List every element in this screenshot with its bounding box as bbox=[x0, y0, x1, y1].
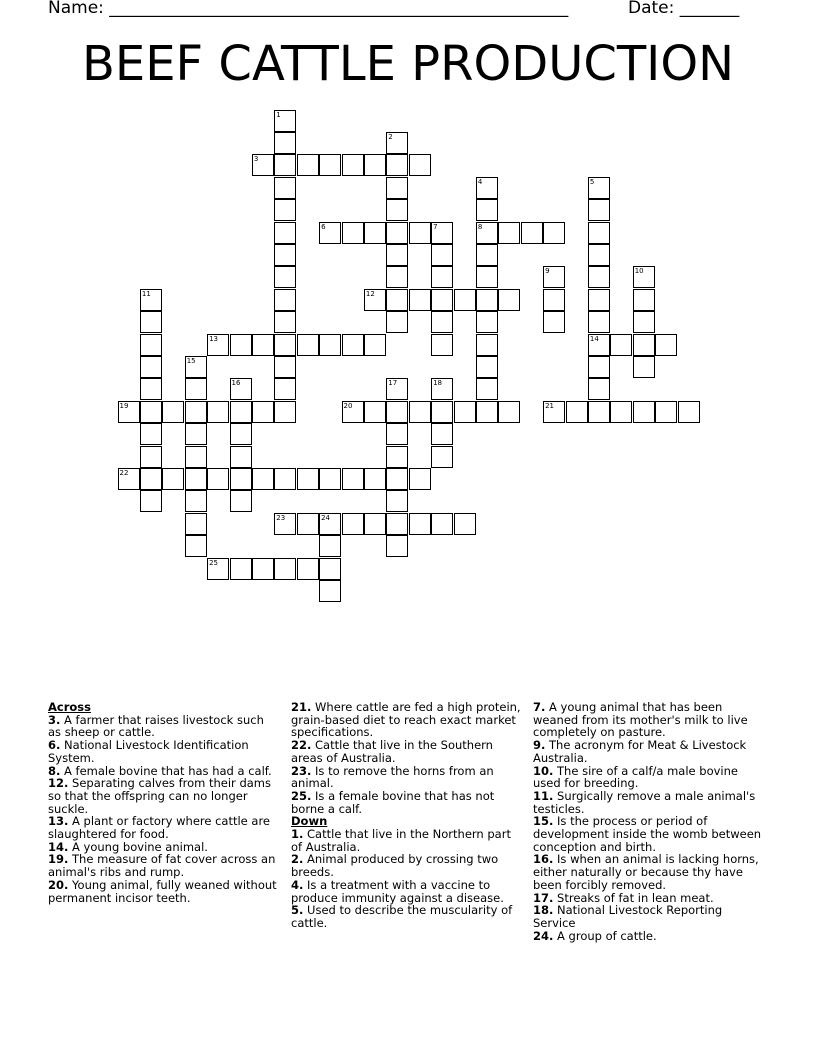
grid-cell[interactable] bbox=[476, 222, 498, 244]
grid-cell[interactable] bbox=[185, 423, 207, 445]
clue-text: Streaks of fat in lean meat. bbox=[553, 890, 714, 905]
clue-text: A young animal that has been weaned from its mother's milk to live completely on pasture. bbox=[533, 700, 748, 740]
grid-cell[interactable] bbox=[140, 423, 162, 445]
grid-cell[interactable] bbox=[431, 222, 453, 244]
clue-number: 1 bbox=[276, 110, 281, 119]
grid-cell[interactable] bbox=[230, 401, 252, 423]
grid-cell[interactable] bbox=[409, 289, 431, 311]
clue-text: The measure of fat cover across an animal's ribs and rump. bbox=[48, 852, 276, 880]
clue-number: 20 bbox=[343, 401, 353, 410]
grid-cell[interactable] bbox=[364, 468, 386, 490]
clue-number: 21 bbox=[545, 401, 555, 410]
clue-number: 24. bbox=[533, 928, 554, 943]
clue-text: Is a female bovine that has not borne a calf. bbox=[291, 788, 495, 816]
grid-cell[interactable] bbox=[588, 334, 610, 356]
grid-cell[interactable] bbox=[274, 356, 296, 378]
grid-cell[interactable] bbox=[633, 334, 655, 356]
grid-cell[interactable] bbox=[185, 490, 207, 512]
grid-cell[interactable] bbox=[633, 401, 655, 423]
grid-cell[interactable] bbox=[476, 244, 498, 266]
clue-number: 10. bbox=[533, 763, 554, 778]
grid-cell[interactable] bbox=[162, 401, 184, 423]
grid-cell[interactable] bbox=[342, 513, 364, 535]
clue-number: 2. bbox=[291, 852, 304, 867]
clue-number: 8 bbox=[477, 222, 483, 231]
grid-cell[interactable] bbox=[476, 356, 498, 378]
grid-cell[interactable] bbox=[230, 468, 252, 490]
down-clue bbox=[533, 853, 765, 891]
clues-column-2 bbox=[291, 701, 523, 930]
grid-cell[interactable] bbox=[274, 401, 296, 423]
grid-cell[interactable] bbox=[342, 401, 364, 423]
grid-cell[interactable] bbox=[207, 334, 229, 356]
grid-cell[interactable] bbox=[543, 401, 565, 423]
grid-cell[interactable] bbox=[140, 334, 162, 356]
clue-number: 18 bbox=[433, 379, 443, 388]
clue-number: 15 bbox=[186, 356, 196, 365]
grid-cell[interactable] bbox=[185, 468, 207, 490]
grid-cell[interactable] bbox=[319, 558, 341, 580]
grid-cell[interactable] bbox=[476, 177, 498, 199]
grid-cell[interactable] bbox=[252, 154, 274, 176]
grid-cell[interactable] bbox=[655, 401, 677, 423]
grid-cell[interactable] bbox=[274, 334, 296, 356]
across-clue bbox=[291, 739, 523, 764]
clue-number: 3. bbox=[48, 712, 61, 727]
clue-number: 18. bbox=[533, 903, 554, 918]
grid-cell[interactable] bbox=[566, 401, 588, 423]
across-clue bbox=[291, 765, 523, 790]
grid-cell[interactable] bbox=[207, 468, 229, 490]
grid-cell[interactable] bbox=[476, 266, 498, 288]
grid-cell[interactable] bbox=[297, 558, 319, 580]
grid-cell[interactable] bbox=[342, 154, 364, 176]
grid-cell[interactable] bbox=[409, 154, 431, 176]
grid-cell[interactable] bbox=[454, 513, 476, 535]
grid-cell[interactable] bbox=[431, 423, 453, 445]
clue-number: 15. bbox=[533, 814, 554, 829]
grid-cell[interactable] bbox=[274, 154, 296, 176]
grid-cell[interactable] bbox=[207, 558, 229, 580]
grid-cell[interactable] bbox=[319, 513, 341, 535]
down-clue bbox=[291, 879, 523, 904]
grid-cell[interactable] bbox=[364, 222, 386, 244]
grid-cell[interactable] bbox=[230, 490, 252, 512]
grid-cell[interactable] bbox=[543, 311, 565, 333]
grid-cell[interactable] bbox=[364, 401, 386, 423]
clue-number: 3 bbox=[253, 155, 259, 164]
clue-text: National Livestock Identification System. bbox=[48, 738, 249, 765]
grid-cell[interactable] bbox=[498, 401, 520, 423]
clue-text: Where cattle are fed a high protein, grain-based diet to reach exact market specifications. bbox=[291, 700, 521, 740]
grid-cell[interactable] bbox=[140, 446, 162, 468]
grid-cell[interactable] bbox=[274, 132, 296, 154]
clue-number: 17. bbox=[533, 890, 554, 905]
clue-number: 2 bbox=[388, 132, 393, 141]
grid-cell[interactable] bbox=[274, 110, 296, 132]
grid-cell[interactable] bbox=[588, 244, 610, 266]
clue-number: 4. bbox=[291, 877, 304, 892]
clue-number: 8. bbox=[48, 763, 61, 778]
grid-cell[interactable] bbox=[185, 513, 207, 535]
grid-cell[interactable] bbox=[498, 222, 520, 244]
down-clue bbox=[533, 701, 765, 739]
grid-cell[interactable] bbox=[274, 378, 296, 400]
grid-cell[interactable] bbox=[588, 199, 610, 221]
grid-cell[interactable] bbox=[476, 378, 498, 400]
grid-cell[interactable] bbox=[185, 535, 207, 557]
clue-text: Cattle that live in the Southern areas of Australia. bbox=[291, 738, 493, 765]
clue-text: Animal produced by crossing two breeds. bbox=[291, 852, 499, 880]
grid-cell[interactable] bbox=[386, 289, 408, 311]
clue-text: The acronym for Meat & Livestock Australia. bbox=[533, 738, 747, 765]
grid-cell[interactable] bbox=[386, 535, 408, 557]
grid-cell[interactable] bbox=[297, 154, 319, 176]
grid-cell[interactable] bbox=[274, 558, 296, 580]
grid-cell[interactable] bbox=[140, 356, 162, 378]
grid-cell[interactable] bbox=[678, 401, 700, 423]
clue-number: 9. bbox=[533, 738, 546, 753]
clue-text: Used to describe the muscularity of cattle. bbox=[291, 903, 513, 930]
clue-text: A group of cattle. bbox=[553, 928, 657, 943]
clue-number: 4 bbox=[477, 177, 483, 186]
grid-cell[interactable] bbox=[431, 446, 453, 468]
clue-text: A female bovine that has had a calf. bbox=[60, 763, 272, 778]
grid-cell[interactable] bbox=[386, 513, 408, 535]
clue-number: 25 bbox=[209, 558, 219, 567]
grid-cell[interactable] bbox=[252, 401, 274, 423]
grid-cell[interactable] bbox=[386, 154, 408, 176]
clue-text: Separating calves from their dams so that the offspring can no longer suckle. bbox=[48, 776, 271, 816]
clue-number: 10 bbox=[634, 267, 644, 276]
grid-cell[interactable] bbox=[274, 222, 296, 244]
grid-cell[interactable] bbox=[252, 468, 274, 490]
clue-number: 23 bbox=[276, 513, 286, 522]
grid-cell[interactable] bbox=[454, 401, 476, 423]
down-clue bbox=[533, 790, 765, 815]
clue-text: Is when an animal is lacking horns, either naturally or because thy have been forcibly removed. bbox=[533, 852, 759, 892]
grid-cell[interactable] bbox=[162, 468, 184, 490]
grid-cell[interactable] bbox=[252, 558, 274, 580]
clue-text: A young bovine animal. bbox=[68, 839, 208, 854]
grid-cell[interactable] bbox=[252, 334, 274, 356]
grid-cell[interactable] bbox=[386, 132, 408, 154]
clue-number: 12 bbox=[365, 289, 375, 298]
clue-number: 16 bbox=[231, 379, 241, 388]
grid-cell[interactable] bbox=[588, 311, 610, 333]
grid-cell[interactable] bbox=[476, 199, 498, 221]
grid-cell[interactable] bbox=[274, 513, 296, 535]
grid-cell[interactable] bbox=[588, 289, 610, 311]
clue-number: 22 bbox=[119, 468, 129, 477]
grid-cell[interactable] bbox=[118, 468, 140, 490]
grid-cell[interactable] bbox=[274, 177, 296, 199]
clue-number: 21. bbox=[291, 700, 312, 714]
grid-cell[interactable] bbox=[409, 222, 431, 244]
across-clue bbox=[48, 739, 278, 764]
clue-number: 6 bbox=[321, 222, 326, 231]
grid-cell[interactable] bbox=[588, 378, 610, 400]
down-clue bbox=[291, 828, 523, 853]
clue-number: 23. bbox=[291, 763, 312, 778]
grid-cell[interactable] bbox=[610, 334, 632, 356]
grid-cell[interactable] bbox=[274, 244, 296, 266]
grid-cell[interactable] bbox=[342, 222, 364, 244]
clue-number: 5. bbox=[291, 903, 304, 918]
grid-cell[interactable] bbox=[431, 244, 453, 266]
grid-cell[interactable] bbox=[588, 401, 610, 423]
grid-cell[interactable] bbox=[364, 289, 386, 311]
grid-cell[interactable] bbox=[588, 222, 610, 244]
clue-text: Surgically remove a male animal's testicles. bbox=[533, 788, 756, 816]
down-clue bbox=[533, 930, 765, 943]
grid-cell[interactable] bbox=[386, 222, 408, 244]
across-clue bbox=[48, 714, 278, 739]
grid-cell[interactable] bbox=[230, 558, 252, 580]
grid-cell[interactable] bbox=[386, 311, 408, 333]
grid-cell[interactable] bbox=[633, 356, 655, 378]
clue-number: 25. bbox=[291, 788, 312, 803]
grid-cell[interactable] bbox=[319, 535, 341, 557]
grid-cell[interactable] bbox=[274, 289, 296, 311]
grid-cell[interactable] bbox=[230, 423, 252, 445]
grid-cell[interactable] bbox=[319, 154, 341, 176]
grid-cell[interactable] bbox=[274, 311, 296, 333]
grid-cell[interactable] bbox=[185, 401, 207, 423]
grid-cell[interactable] bbox=[655, 334, 677, 356]
grid-cell[interactable] bbox=[319, 334, 341, 356]
across-clue bbox=[291, 701, 523, 739]
grid-cell[interactable] bbox=[386, 423, 408, 445]
down-clue bbox=[533, 739, 765, 764]
grid-cell[interactable] bbox=[431, 513, 453, 535]
clues-column-3 bbox=[533, 701, 765, 942]
down-clue bbox=[533, 815, 765, 853]
grid-cell[interactable] bbox=[364, 334, 386, 356]
grid-cell[interactable] bbox=[230, 446, 252, 468]
grid-cell[interactable] bbox=[319, 580, 341, 602]
grid-cell[interactable] bbox=[386, 378, 408, 400]
grid-cell[interactable] bbox=[185, 356, 207, 378]
grid-cell[interactable] bbox=[543, 289, 565, 311]
grid-cell[interactable] bbox=[140, 289, 162, 311]
down-clue bbox=[533, 904, 765, 929]
clue-number: 17 bbox=[388, 379, 398, 388]
grid-cell[interactable] bbox=[230, 378, 252, 400]
down-clue bbox=[291, 904, 523, 929]
clue-text: Is to remove the horns from an animal. bbox=[291, 763, 494, 791]
clue-number: 1. bbox=[291, 827, 304, 842]
grid-cell[interactable] bbox=[386, 244, 408, 266]
grid-cell[interactable] bbox=[588, 266, 610, 288]
clue-number: 7. bbox=[533, 700, 546, 714]
grid-cell[interactable] bbox=[386, 468, 408, 490]
clue-text: Young animal, fully weaned without permanent incisor teeth. bbox=[48, 877, 277, 905]
grid-cell[interactable] bbox=[386, 490, 408, 512]
grid-cell[interactable] bbox=[274, 199, 296, 221]
grid-cell[interactable] bbox=[588, 356, 610, 378]
grid-cell[interactable] bbox=[297, 334, 319, 356]
grid-cell[interactable] bbox=[140, 378, 162, 400]
grid-cell[interactable] bbox=[274, 468, 296, 490]
clue-text: A plant or factory where cattle are slaughtered for food. bbox=[48, 814, 271, 842]
grid-cell[interactable] bbox=[185, 378, 207, 400]
grid-cell[interactable] bbox=[409, 401, 431, 423]
grid-cell[interactable] bbox=[454, 289, 476, 311]
clue-number: 16. bbox=[533, 852, 554, 867]
page-title: BEEF CATTLE PRODUCTION bbox=[81, 36, 735, 92]
grid-cell[interactable] bbox=[386, 266, 408, 288]
clue-number: 13 bbox=[209, 334, 219, 343]
grid-cell[interactable] bbox=[386, 446, 408, 468]
down-clue bbox=[533, 765, 765, 790]
clue-number: 9 bbox=[545, 267, 550, 276]
across-heading: Across bbox=[48, 700, 91, 714]
clue-text: A farmer that raises livestock such as sheep or cattle. bbox=[48, 712, 264, 740]
grid-cell[interactable] bbox=[297, 513, 319, 535]
down-heading: Down bbox=[291, 814, 328, 829]
grid-cell[interactable] bbox=[319, 222, 341, 244]
grid-cell[interactable] bbox=[409, 468, 431, 490]
grid-cell[interactable] bbox=[230, 334, 252, 356]
clue-number: 11. bbox=[533, 788, 554, 803]
grid-cell[interactable] bbox=[342, 468, 364, 490]
across-clue bbox=[48, 777, 278, 815]
grid-cell[interactable] bbox=[207, 401, 229, 423]
grid-cell[interactable] bbox=[118, 401, 140, 423]
clue-number: 13. bbox=[48, 814, 69, 829]
grid-cell[interactable] bbox=[543, 266, 565, 288]
clue-number: 11 bbox=[141, 289, 151, 298]
grid-cell[interactable] bbox=[431, 401, 453, 423]
down-clue bbox=[291, 853, 523, 878]
grid-cell[interactable] bbox=[140, 490, 162, 512]
clue-text: Cattle that live in the Northern part of Australia. bbox=[291, 827, 511, 854]
clue-text: The sire of a calf/a male bovine used for breeding. bbox=[533, 763, 738, 791]
across-clue bbox=[48, 853, 278, 878]
grid-cell[interactable] bbox=[386, 177, 408, 199]
grid-cell[interactable] bbox=[476, 401, 498, 423]
clue-number: 24 bbox=[321, 513, 331, 522]
grid-cell[interactable] bbox=[386, 199, 408, 221]
grid-cell[interactable] bbox=[274, 266, 296, 288]
name-field-label: Name: ______________________________________________________ bbox=[48, 0, 569, 18]
grid-cell[interactable] bbox=[185, 446, 207, 468]
clues-column-1 bbox=[48, 701, 278, 904]
grid-cell[interactable] bbox=[364, 513, 386, 535]
grid-cell[interactable] bbox=[342, 334, 364, 356]
grid-cell[interactable] bbox=[476, 334, 498, 356]
grid-cell[interactable] bbox=[431, 378, 453, 400]
clue-number: 6. bbox=[48, 738, 61, 753]
grid-cell[interactable] bbox=[409, 513, 431, 535]
across-clue bbox=[291, 790, 523, 815]
grid-cell[interactable] bbox=[476, 289, 498, 311]
clue-number: 14. bbox=[48, 839, 69, 854]
grid-cell[interactable] bbox=[364, 154, 386, 176]
grid-cell[interactable] bbox=[633, 266, 655, 288]
clue-number: 12. bbox=[48, 776, 69, 791]
grid-cell[interactable] bbox=[431, 311, 453, 333]
grid-cell[interactable] bbox=[431, 266, 453, 288]
clue-text: National Livestock Reporting Service bbox=[533, 903, 723, 930]
grid-cell[interactable] bbox=[610, 401, 632, 423]
grid-cell[interactable] bbox=[140, 401, 162, 423]
grid-cell[interactable] bbox=[633, 311, 655, 333]
clue-text: Is a treatment with a vaccine to produce immunity against a disease. bbox=[291, 877, 504, 905]
clue-number: 7 bbox=[433, 222, 438, 231]
grid-cell[interactable] bbox=[319, 468, 341, 490]
grid-cell[interactable] bbox=[431, 334, 453, 356]
grid-cell[interactable] bbox=[476, 311, 498, 333]
clue-text: Is the process or period of development inside the womb between conception and birth. bbox=[533, 814, 762, 854]
date-field-label: Date: _______ bbox=[628, 0, 740, 18]
grid-cell[interactable] bbox=[498, 289, 520, 311]
clue-number: 14 bbox=[589, 334, 599, 343]
grid-cell[interactable] bbox=[386, 401, 408, 423]
grid-cell[interactable] bbox=[297, 468, 319, 490]
clue-number: 19. bbox=[48, 852, 69, 867]
grid-cell[interactable] bbox=[521, 222, 543, 244]
grid-cell[interactable] bbox=[140, 468, 162, 490]
grid-cell[interactable] bbox=[140, 311, 162, 333]
grid-cell[interactable] bbox=[633, 289, 655, 311]
clue-number: 19 bbox=[119, 401, 129, 410]
grid-cell[interactable] bbox=[431, 289, 453, 311]
grid-cell[interactable] bbox=[588, 177, 610, 199]
across-clue bbox=[48, 879, 278, 904]
clue-number: 20. bbox=[48, 877, 69, 892]
clue-number: 22. bbox=[291, 738, 312, 753]
clue-number: 5 bbox=[589, 177, 595, 186]
grid-cell[interactable] bbox=[543, 222, 565, 244]
across-clue bbox=[48, 815, 278, 840]
